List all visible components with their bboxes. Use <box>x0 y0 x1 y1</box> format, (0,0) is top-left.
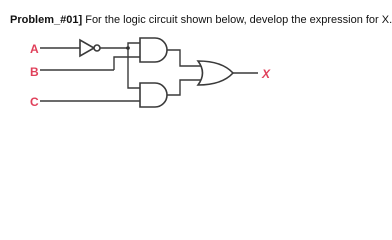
wire-not-a-to-and2 <box>128 48 140 88</box>
problem-text: For the logic circuit shown below, develop the expression for X. <box>85 14 392 26</box>
output-label-x: X <box>262 67 271 81</box>
problem-label: Problem_#01] <box>10 14 83 26</box>
wire-b-to-and1 <box>114 57 140 70</box>
or-gate <box>198 61 233 85</box>
input-label-a: A <box>30 42 39 56</box>
wire-not-a-to-and1 <box>128 43 140 48</box>
input-label-c: C <box>30 95 39 109</box>
input-label-b: B <box>30 65 39 79</box>
not-gate-bubble <box>94 45 100 51</box>
not-gate <box>80 40 94 56</box>
and-gate-top <box>140 38 167 62</box>
logic-circuit-diagram <box>0 0 350 127</box>
and-gate-bottom <box>140 83 167 107</box>
wire-and1-to-or <box>167 50 201 66</box>
wire-and2-to-or <box>167 80 201 95</box>
